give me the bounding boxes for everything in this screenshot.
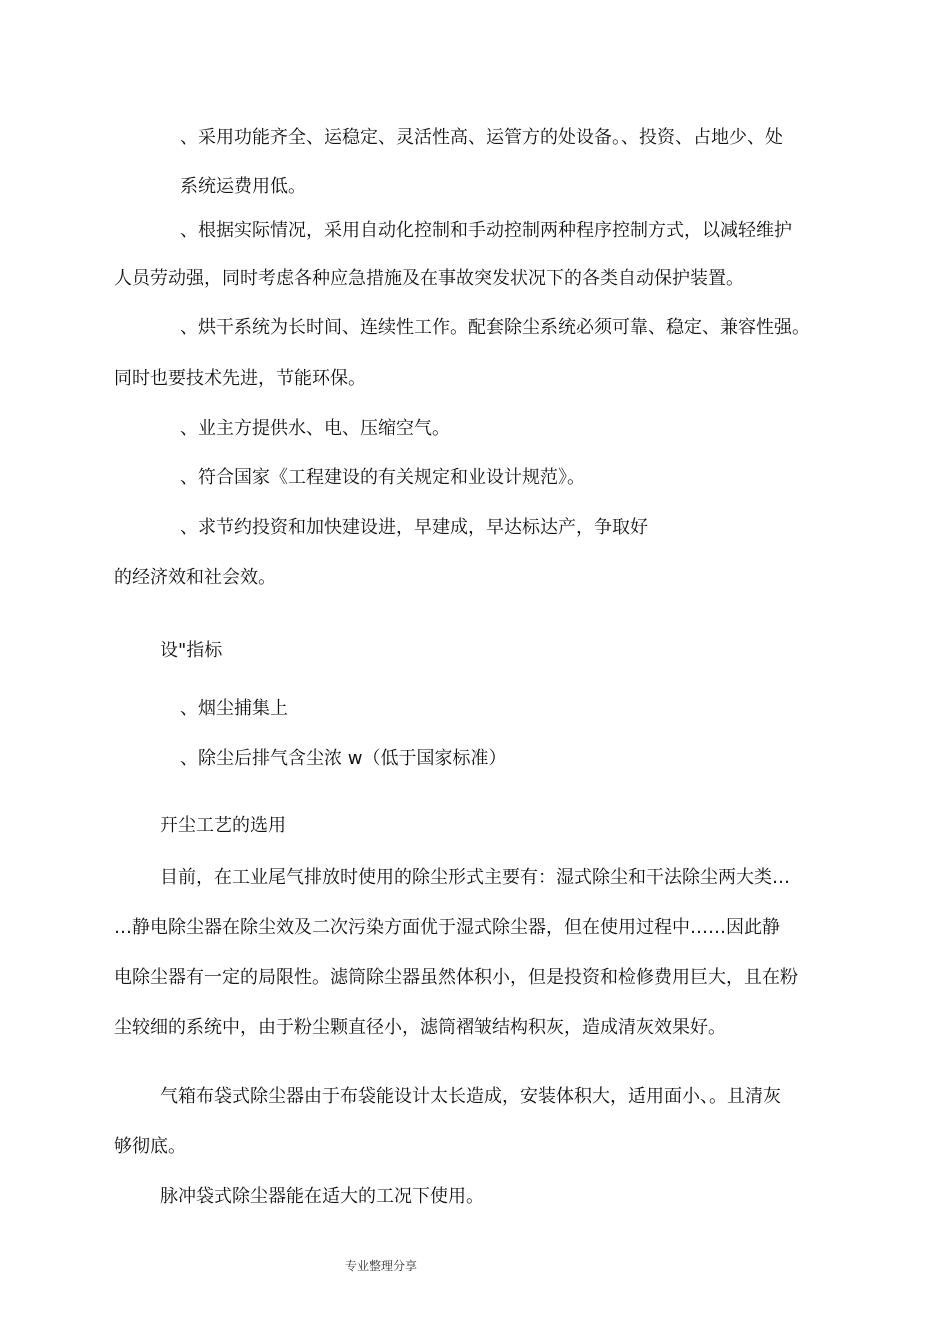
para-line-15: 目前，在工业尾气排放时使用的除尘形式主要有：湿式除尘和干法除尘两大类… bbox=[160, 867, 790, 888]
page-footer: 专业整理分享 bbox=[345, 1259, 418, 1273]
para-line-20: 够彻底。 bbox=[114, 1136, 186, 1157]
para-line-10: 的经济效和社会效。 bbox=[114, 567, 276, 588]
para-line-1: 、采用功能齐全、运稳定、灵活性高、运管方的处设备。、投资、占地少、处 bbox=[180, 127, 783, 148]
para-line-17: 电除尘器有一定的局限性。滤筒除尘器虽然体积小，但是投资和检修费用巨大，且在粉 bbox=[114, 967, 798, 988]
para-line-18: 尘较细的系统中，由于粉尘颗直径小，滤筒褶皱结构积灰，造成清灰效果好。 bbox=[114, 1017, 726, 1038]
para-line-13: 、除尘后排气含尘浓 w（低于国家标准） bbox=[180, 748, 507, 769]
para-line-19: 气箱布袋式除尘器由于布袋能设计太长造成，安装体积大，适用面小、。且清灰 bbox=[160, 1086, 781, 1107]
para-line-6: 同时也要技术先进，节能环保。 bbox=[114, 368, 366, 389]
para-line-5: 、烘干系统为长时间、连续性工作。配套除尘系统必须可靠、稳定、兼容性强。 bbox=[180, 317, 810, 338]
para-line-2: 系统运费用低。 bbox=[180, 176, 306, 197]
para-line-21: 脉冲袋式除尘器能在适大的工况下使用。 bbox=[160, 1186, 484, 1207]
para-line-3: 、根据实际情况，采用自动化控制和手动控制两种程序控制方式，以减轻维护 bbox=[180, 220, 792, 241]
section-heading-process: 幵尘工艺的选用 bbox=[160, 815, 286, 836]
para-line-16: …静电除尘器在除尘效及二次污染方面优于湿式除尘器，但在使用过程中……因此静 bbox=[114, 917, 780, 938]
para-line-12: 、烟尘捕集上 bbox=[180, 698, 288, 719]
para-line-7: 、业主方提供水、电、压缩空气。 bbox=[180, 418, 450, 439]
para-line-8: 、符合国家《工程建设的有关规定和业设计规范》。 bbox=[180, 467, 585, 488]
section-heading-design-index: 设"指标 bbox=[160, 640, 223, 661]
para-line-9: 、求节约投资和加快建设进，早建成，早达标达产，争取好 bbox=[180, 517, 648, 538]
para-line-4: 人员劳动强，同时考虑各种应急措施及在事故突发状况下的各类自动保护装置。 bbox=[114, 268, 744, 289]
